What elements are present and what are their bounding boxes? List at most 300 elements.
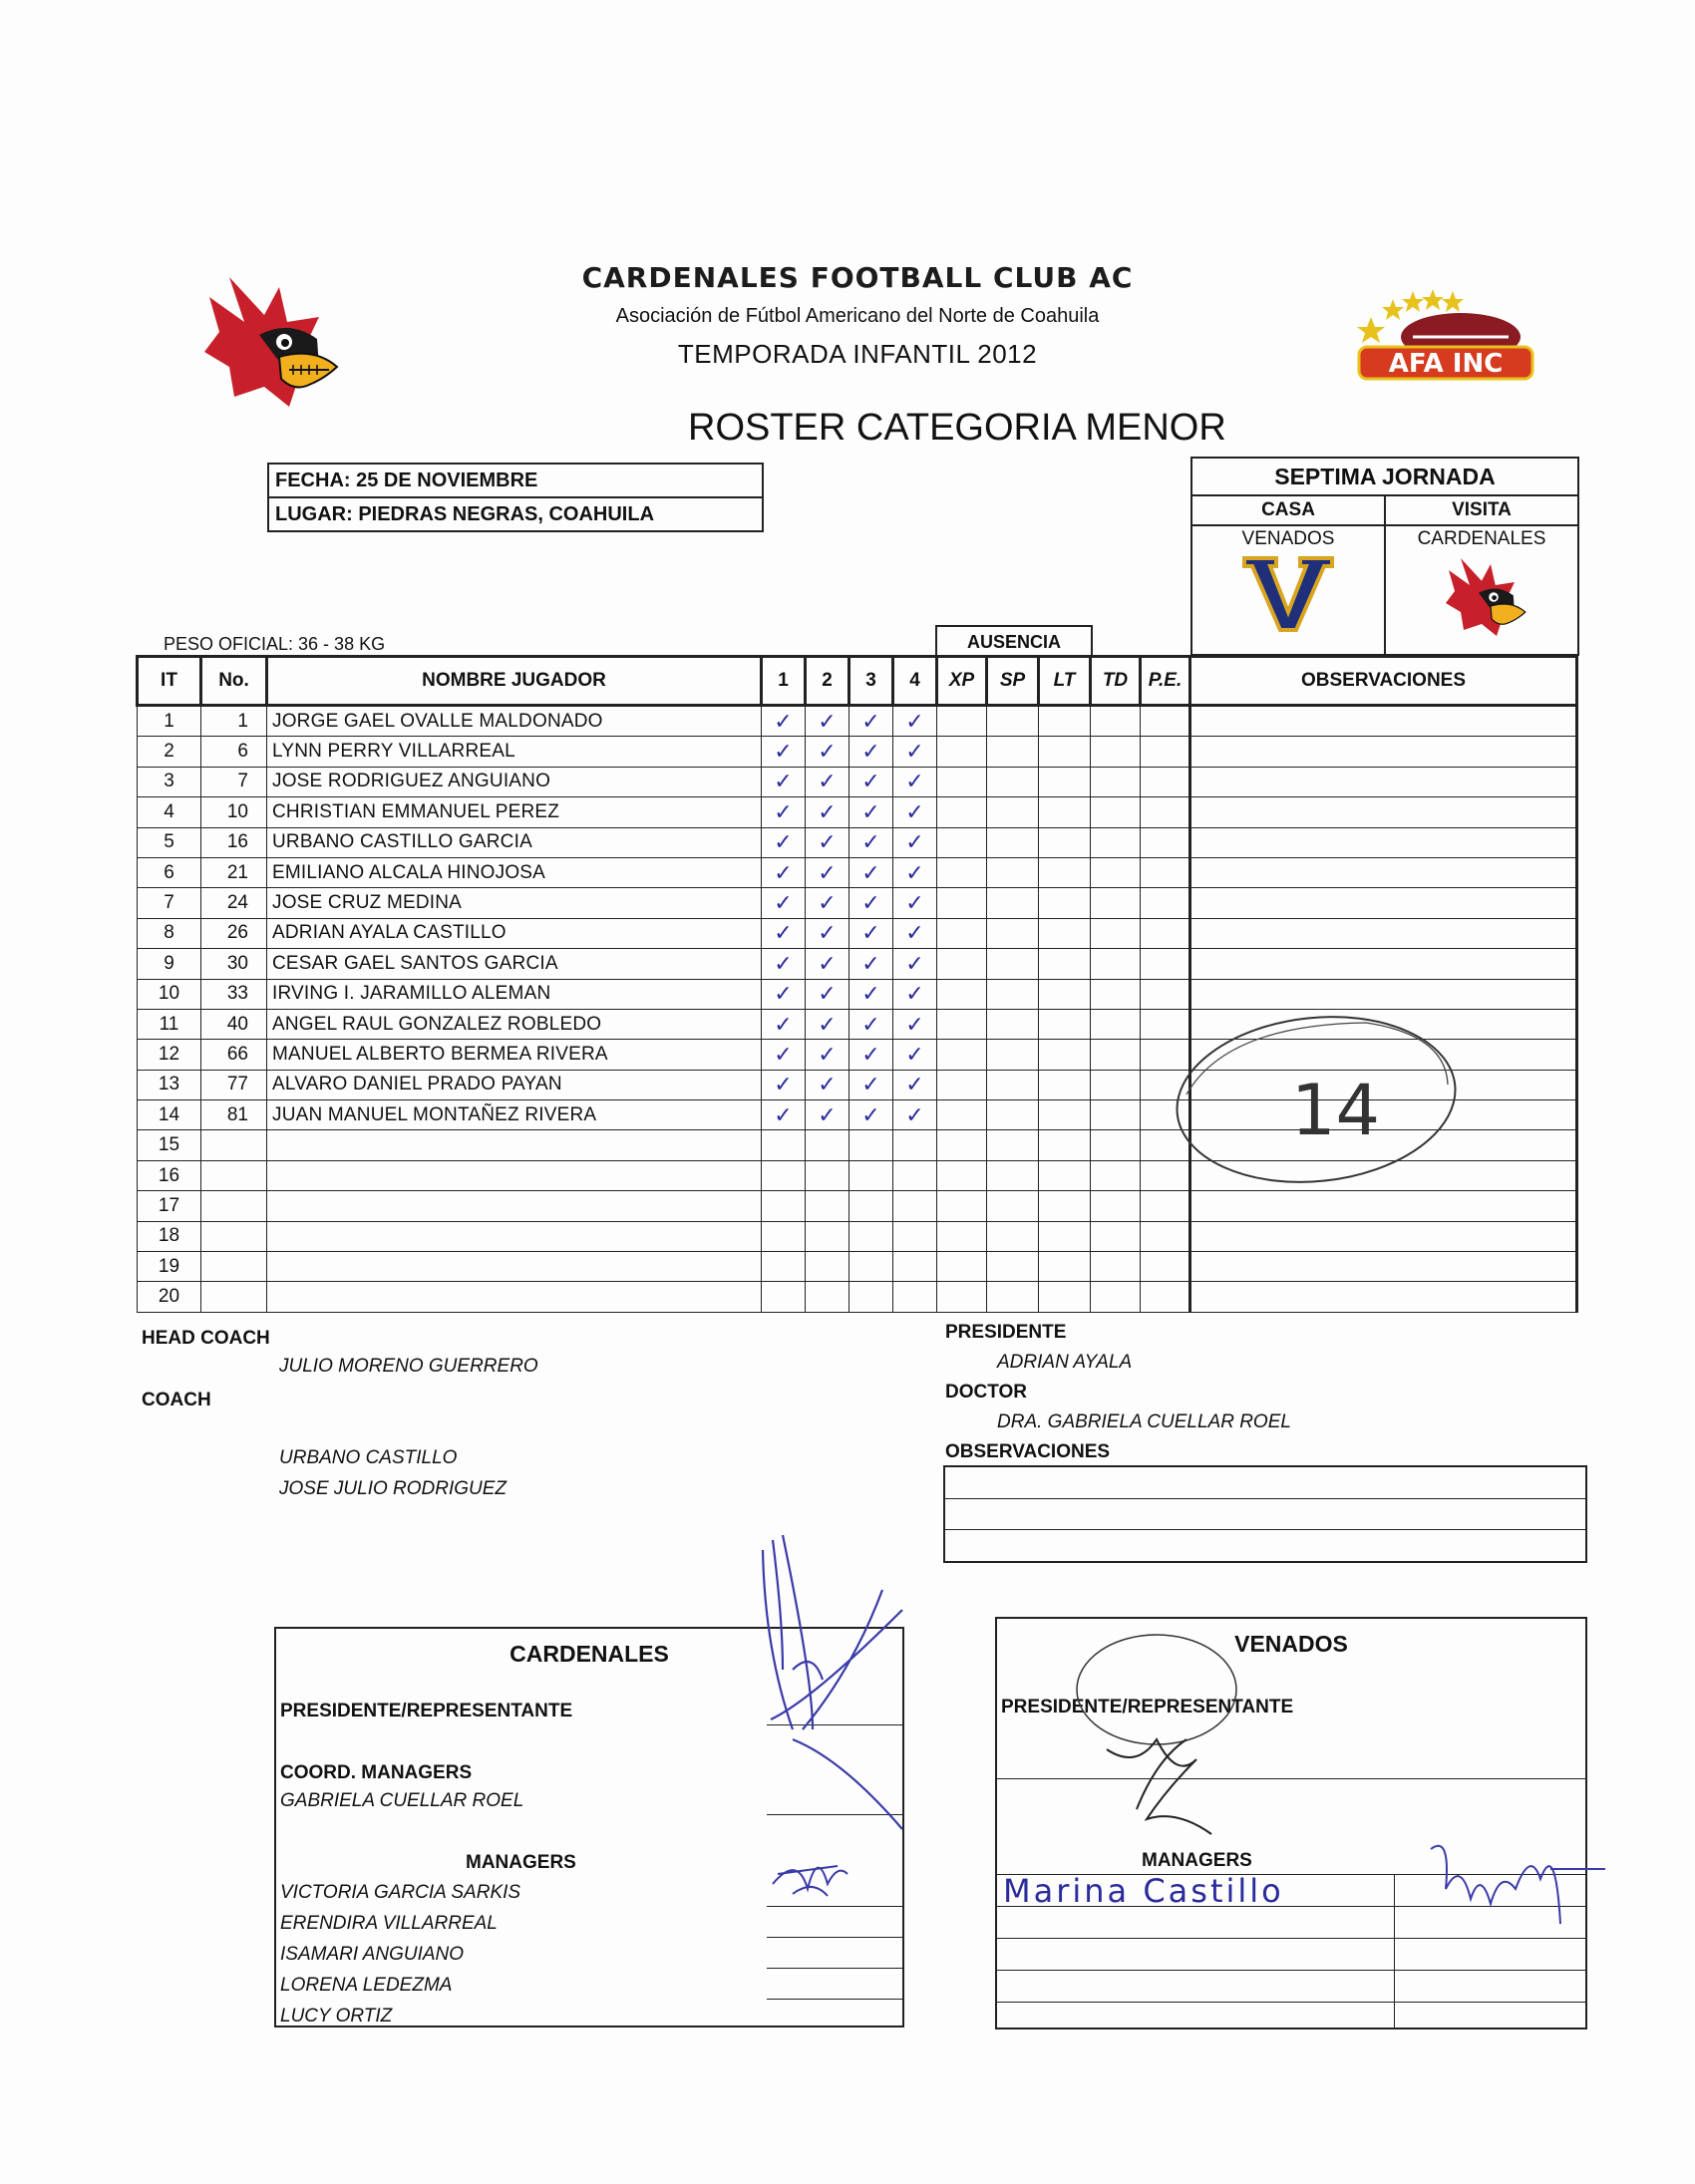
check-icon: ✓: [818, 859, 837, 885]
stat-cell-sp: [987, 979, 1039, 1009]
row-item-number: 7: [138, 888, 201, 918]
row-jersey-number: 40: [201, 1009, 267, 1039]
row-observaciones: [1190, 827, 1577, 857]
table-row: [138, 918, 1577, 948]
stat-cell-lt: [1039, 918, 1091, 948]
stat-cell-lt: [1039, 706, 1091, 737]
row-item-number: 10: [138, 979, 201, 1009]
row-player-name: LYNN PERRY VILLARREAL: [267, 737, 762, 767]
quarter-check-cell: [849, 888, 893, 918]
quarter-check-cell: [849, 1009, 893, 1039]
quarter-check-cell: [806, 827, 849, 857]
check-icon: ✓: [905, 920, 924, 946]
stat-cell-sp: [987, 1252, 1039, 1282]
quarter-check-cell: [849, 857, 893, 887]
stat-cell-xp: [937, 1130, 987, 1160]
stat-cell-pe: [1141, 949, 1190, 979]
peso-oficial: PESO OFICIAL: 36 - 38 KG: [164, 634, 386, 654]
table-row: [138, 1252, 1577, 1282]
stat-cell-pe: [1141, 1221, 1190, 1251]
presidente-representante-label: PRESIDENTE/REPRESENTANTE: [1001, 1697, 1294, 1717]
stat-cell-pe: [1141, 737, 1190, 767]
quarter-check-cell: [849, 918, 893, 948]
row-jersey-number: 26: [201, 918, 267, 948]
stat-cell-lt: [1039, 1282, 1091, 1312]
row-item-number: 20: [138, 1282, 201, 1312]
coach-label: COACH: [142, 1390, 211, 1410]
row-player-name: ANGEL RAUL GONZALEZ ROBLEDO: [267, 1009, 762, 1039]
col-header: LT: [1039, 657, 1091, 706]
stat-cell-pe: [1141, 888, 1190, 918]
stat-cell-lt: [1039, 1070, 1091, 1099]
quarter-check-cell: [849, 1191, 893, 1221]
quarter-check-cell: [849, 737, 893, 767]
quarter-check-cell: [762, 1040, 806, 1070]
stat-cell-td: [1091, 918, 1141, 948]
row-player-name: JOSE CRUZ MEDINA: [267, 888, 762, 918]
stat-cell-sp: [987, 1160, 1039, 1190]
coord-managers-label: COORD. MANAGERS: [280, 1762, 473, 1783]
check-icon: ✓: [861, 829, 880, 855]
quarter-check-cell: [762, 1252, 806, 1282]
check-icon: ✓: [861, 920, 880, 946]
row-item-number: 2: [138, 737, 201, 767]
row-observaciones: [1190, 949, 1577, 979]
quarter-check-cell: [806, 1221, 849, 1251]
stat-cell-pe: [1141, 1252, 1190, 1282]
quarter-check-cell: [806, 1040, 849, 1070]
coach-name: JOSE JULIO RODRIGUEZ: [279, 1478, 508, 1499]
stat-cell-lt: [1039, 1252, 1091, 1282]
check-icon: ✓: [774, 859, 793, 885]
row-observaciones: [1190, 797, 1577, 827]
signature-line: [997, 2002, 1585, 2003]
row-jersey-number: 6: [201, 737, 267, 767]
stat-cell-xp: [937, 918, 987, 948]
quarter-check-cell: [762, 1191, 806, 1221]
check-icon: ✓: [905, 708, 924, 734]
afainc-logo-text: AFA INC: [1388, 349, 1504, 379]
observaciones-line: [945, 1529, 1585, 1561]
stat-cell-lt: [1039, 767, 1091, 796]
quarter-check-cell: [893, 918, 937, 948]
check-icon: ✓: [905, 798, 924, 824]
check-icon: ✓: [818, 1011, 837, 1037]
stat-cell-pe: [1141, 1282, 1190, 1312]
quarter-check-cell: [806, 1160, 849, 1190]
quarter-check-cell: [806, 1282, 849, 1312]
quarter-check-cell: [806, 1100, 849, 1130]
stat-cell-xp: [937, 949, 987, 979]
quarter-check-cell: [762, 979, 806, 1009]
manager-name: ISAMARI ANGUIANO: [280, 1944, 465, 1965]
row-observaciones: [1190, 1252, 1577, 1282]
row-item-number: 3: [138, 767, 201, 796]
row-item-number: 12: [138, 1040, 201, 1070]
signature-line: [997, 1970, 1585, 1971]
handwritten-total: 14: [1291, 1070, 1381, 1151]
row-item-number: 5: [138, 827, 201, 857]
fecha-field: FECHA: 25 DE NOVIEMBRE: [275, 469, 538, 491]
stat-cell-lt: [1039, 949, 1091, 979]
stat-cell-sp: [987, 1191, 1039, 1221]
head-coach-label: HEAD COACH: [142, 1328, 270, 1349]
stat-cell-sp: [987, 827, 1039, 857]
row-jersey-number: [201, 1282, 267, 1312]
row-item-number: 9: [138, 949, 201, 979]
col-header: TD: [1091, 657, 1141, 706]
quarter-check-cell: [893, 827, 937, 857]
season-title: TEMPORADA INFANTIL 2012: [677, 339, 1038, 369]
check-icon: ✓: [818, 920, 837, 946]
check-icon: ✓: [818, 708, 837, 734]
row-jersey-number: [201, 1160, 267, 1190]
quarter-check-cell: [806, 1130, 849, 1160]
quarter-check-cell: [849, 797, 893, 827]
quarter-check-cell: [893, 1221, 937, 1251]
stat-cell-pe: [1141, 797, 1190, 827]
quarter-check-cell: [893, 1160, 937, 1190]
stat-cell-xp: [937, 827, 987, 857]
col-header: OBSERVACIONES: [1190, 657, 1577, 706]
roster-table: [136, 655, 1578, 1313]
stat-cell-xp: [937, 1009, 987, 1039]
stat-cell-pe: [1141, 706, 1190, 737]
check-icon: ✓: [861, 1072, 880, 1097]
stat-cell-sp: [987, 1040, 1039, 1070]
check-icon: ✓: [818, 1101, 837, 1127]
col-header: XP: [937, 657, 987, 706]
jornada-title: SEPTIMA JORNADA: [1192, 459, 1577, 496]
stat-cell-sp: [987, 1100, 1039, 1130]
col-header: 1: [762, 657, 806, 706]
row-jersey-number: [201, 1191, 267, 1221]
quarter-check-cell: [849, 1040, 893, 1070]
row-player-name: JUAN MANUEL MONTAÑEZ RIVERA: [267, 1100, 762, 1130]
check-icon: ✓: [774, 739, 793, 765]
quarter-check-cell: [893, 1252, 937, 1282]
check-icon: ✓: [861, 708, 880, 734]
doctor-label: DOCTOR: [945, 1382, 1027, 1403]
stat-cell-lt: [1039, 1160, 1091, 1190]
stat-cell-lt: [1039, 1100, 1091, 1130]
row-player-name: ADRIAN AYALA CASTILLO: [267, 918, 762, 948]
association-subtitle: Asociación de Fútbol Americano del Norte de Coahuila: [615, 305, 1100, 327]
stat-cell-td: [1091, 1009, 1141, 1039]
stat-cell-lt: [1039, 827, 1091, 857]
stat-cell-td: [1091, 979, 1141, 1009]
quarter-check-cell: [806, 706, 849, 737]
row-player-name: [267, 1221, 762, 1251]
quarter-check-cell: [849, 706, 893, 737]
manager-name: VICTORIA GARCIA SARKIS: [280, 1882, 521, 1903]
stat-cell-lt: [1039, 1009, 1091, 1039]
check-icon: ✓: [905, 1041, 924, 1067]
quarter-check-cell: [893, 1282, 937, 1312]
row-player-name: [267, 1191, 762, 1221]
stat-cell-xp: [937, 767, 987, 796]
check-icon: ✓: [861, 1011, 880, 1037]
check-icon: ✓: [774, 1101, 793, 1127]
stat-cell-sp: [987, 949, 1039, 979]
row-jersey-number: 33: [201, 979, 267, 1009]
roster-title: ROSTER CATEGORIA MENOR: [688, 407, 1226, 449]
check-icon: ✓: [861, 1041, 880, 1067]
stat-cell-pe: [1141, 767, 1190, 796]
row-player-name: [267, 1160, 762, 1190]
quarter-check-cell: [806, 797, 849, 827]
row-jersey-number: [201, 1130, 267, 1160]
manager-name: LORENA LEDEZMA: [280, 1975, 453, 1996]
quarter-check-cell: [806, 1070, 849, 1099]
row-jersey-number: 81: [201, 1100, 267, 1130]
check-icon: ✓: [905, 769, 924, 794]
quarter-check-cell: [762, 857, 806, 887]
quarter-check-cell: [893, 1191, 937, 1221]
quarter-check-cell: [893, 767, 937, 796]
stat-cell-sp: [987, 1130, 1039, 1160]
coach-name: URBANO CASTILLO: [279, 1447, 458, 1468]
stat-cell-xp: [937, 1100, 987, 1130]
stat-cell-xp: [937, 888, 987, 918]
row-item-number: 11: [138, 1009, 201, 1039]
venados-v-logo: [1238, 554, 1338, 634]
row-item-number: 6: [138, 857, 201, 887]
check-icon: ✓: [905, 859, 924, 885]
quarter-check-cell: [806, 918, 849, 948]
stat-cell-lt: [1039, 1221, 1091, 1251]
stat-cell-sp: [987, 1282, 1039, 1312]
row-observaciones: [1190, 1221, 1577, 1251]
stat-cell-xp: [937, 1160, 987, 1190]
manager-signature: [768, 1844, 867, 1904]
stat-cell-pe: [1141, 827, 1190, 857]
check-icon: ✓: [861, 798, 880, 824]
table-row: [138, 737, 1577, 767]
managers-label: MANAGERS: [466, 1852, 576, 1873]
table-row: [138, 949, 1577, 979]
check-icon: ✓: [818, 890, 837, 916]
quarter-check-cell: [806, 737, 849, 767]
row-jersey-number: 21: [201, 857, 267, 887]
check-icon: ✓: [905, 1101, 924, 1127]
row-player-name: IRVING I. JARAMILLO ALEMAN: [267, 979, 762, 1009]
col-header: P.E.: [1141, 657, 1190, 706]
stat-cell-pe: [1141, 857, 1190, 887]
stat-cell-sp: [987, 1009, 1039, 1039]
casa-label: CASA: [1192, 496, 1384, 526]
stat-cell-td: [1091, 1252, 1141, 1282]
stat-cell-sp: [987, 888, 1039, 918]
stat-cell-td: [1091, 827, 1141, 857]
row-player-name: EMILIANO ALCALA HINOJOSA: [267, 857, 762, 887]
col-header: IT: [138, 657, 201, 706]
stat-cell-xp: [937, 979, 987, 1009]
row-observaciones: [1190, 1282, 1577, 1312]
check-icon: ✓: [774, 798, 793, 824]
check-icon: ✓: [818, 769, 837, 794]
presidente-name: ADRIAN AYALA: [997, 1352, 1133, 1373]
stat-cell-td: [1091, 1130, 1141, 1160]
row-jersey-number: 66: [201, 1040, 267, 1070]
check-icon: ✓: [905, 950, 924, 976]
row-item-number: 4: [138, 797, 201, 827]
stat-cell-lt: [1039, 1191, 1091, 1221]
stat-cell-td: [1091, 1070, 1141, 1099]
head-coach-name: JULIO MORENO GUERRERO: [279, 1356, 538, 1377]
stat-cell-td: [1091, 1040, 1141, 1070]
match-info-box: [267, 463, 764, 532]
col-header: No.: [201, 657, 267, 706]
stat-cell-td: [1091, 1191, 1141, 1221]
signature-line: [767, 1937, 902, 1938]
quarter-check-cell: [893, 1130, 937, 1160]
check-icon: ✓: [774, 1072, 793, 1097]
check-icon: ✓: [818, 950, 837, 976]
row-player-name: CESAR GAEL SANTOS GARCIA: [267, 949, 762, 979]
check-icon: ✓: [905, 1011, 924, 1037]
stat-cell-sp: [987, 857, 1039, 887]
row-item-number: 16: [138, 1160, 201, 1190]
stat-cell-td: [1091, 1282, 1141, 1312]
quarter-check-cell: [806, 979, 849, 1009]
handwritten-circle-total: [1167, 1005, 1466, 1204]
table-row: [138, 857, 1577, 887]
col-header: 3: [849, 657, 893, 706]
check-icon: ✓: [774, 769, 793, 794]
observaciones-label: OBSERVACIONES: [945, 1441, 1111, 1462]
ausencia-header: AUSENCIA: [935, 625, 1093, 657]
row-observaciones: [1190, 918, 1577, 948]
manager-handwritten-name: Marina Castillo: [1003, 1872, 1284, 1910]
row-observaciones: [1190, 706, 1577, 737]
quarter-check-cell: [849, 827, 893, 857]
cardinal-logo: [189, 267, 339, 417]
quarter-check-cell: [806, 888, 849, 918]
table-row: [138, 797, 1577, 827]
quarter-check-cell: [762, 888, 806, 918]
quarter-check-cell: [893, 1040, 937, 1070]
row-jersey-number: [201, 1221, 267, 1251]
table-row: [138, 767, 1577, 796]
row-observaciones: [1190, 737, 1577, 767]
stat-cell-td: [1091, 888, 1141, 918]
quarter-check-cell: [762, 767, 806, 796]
visita-team: CARDENALES: [1417, 528, 1546, 549]
managers-label: MANAGERS: [1142, 1850, 1252, 1871]
stat-cell-lt: [1039, 888, 1091, 918]
quarter-check-cell: [893, 888, 937, 918]
stat-cell-lt: [1039, 1130, 1091, 1160]
stat-cell-td: [1091, 767, 1141, 796]
quarter-check-cell: [762, 797, 806, 827]
quarter-check-cell: [762, 1100, 806, 1130]
stat-cell-lt: [1039, 979, 1091, 1009]
row-jersey-number: 7: [201, 767, 267, 796]
quarter-check-cell: [893, 797, 937, 827]
stat-cell-xp: [937, 857, 987, 887]
table-row: [138, 827, 1577, 857]
quarter-check-cell: [762, 949, 806, 979]
presidente-representante-label: PRESIDENTE/REPRESENTANTE: [280, 1701, 573, 1721]
row-player-name: [267, 1252, 762, 1282]
check-icon: ✓: [861, 950, 880, 976]
quarter-check-cell: [849, 1221, 893, 1251]
stat-cell-lt: [1039, 737, 1091, 767]
row-observaciones: [1190, 857, 1577, 887]
row-observaciones: [1190, 888, 1577, 918]
quarter-check-cell: [806, 767, 849, 796]
check-icon: ✓: [861, 890, 880, 916]
quarter-check-cell: [893, 857, 937, 887]
stat-cell-lt: [1039, 857, 1091, 887]
venados-box-title: VENADOS: [1234, 1631, 1348, 1657]
cardenales-box-title: CARDENALES: [509, 1641, 669, 1667]
row-jersey-number: 16: [201, 827, 267, 857]
stat-cell-sp: [987, 1070, 1039, 1099]
check-icon: ✓: [818, 1041, 837, 1067]
row-jersey-number: 30: [201, 949, 267, 979]
signature-line: [767, 1999, 902, 2000]
check-icon: ✓: [905, 829, 924, 855]
stat-cell-xp: [937, 1221, 987, 1251]
quarter-check-cell: [806, 1009, 849, 1039]
col-header: SP: [987, 657, 1039, 706]
stat-cell-sp: [987, 918, 1039, 948]
visita-label: VISITA: [1386, 496, 1577, 526]
observaciones-line: [945, 1467, 1585, 1498]
check-icon: ✓: [774, 890, 793, 916]
check-icon: ✓: [774, 1041, 793, 1067]
column-divider: [1394, 1874, 1395, 2028]
quarter-check-cell: [806, 1191, 849, 1221]
stat-cell-sp: [987, 797, 1039, 827]
check-icon: ✓: [861, 981, 880, 1007]
quarter-check-cell: [849, 949, 893, 979]
coord-manager-name: GABRIELA CUELLAR ROEL: [280, 1790, 524, 1811]
check-icon: ✓: [861, 1101, 880, 1127]
row-item-number: 1: [138, 706, 201, 737]
row-observaciones: [1190, 767, 1577, 796]
quarter-check-cell: [762, 918, 806, 948]
check-icon: ✓: [774, 1011, 793, 1037]
stat-cell-td: [1091, 1221, 1141, 1251]
row-player-name: CHRISTIAN EMMANUEL PEREZ: [267, 797, 762, 827]
observaciones-box: [943, 1465, 1587, 1563]
quarter-check-cell: [849, 979, 893, 1009]
check-icon: ✓: [774, 920, 793, 946]
table-header-row: [138, 657, 1577, 706]
row-jersey-number: 77: [201, 1070, 267, 1099]
jornada-box: [1190, 457, 1579, 656]
venados-presidente-signature: [1047, 1620, 1266, 1849]
stat-cell-sp: [987, 737, 1039, 767]
row-item-number: 17: [138, 1191, 201, 1221]
check-icon: ✓: [905, 1072, 924, 1097]
check-icon: ✓: [861, 739, 880, 765]
row-player-name: ALVARO DANIEL PRADO PAYAN: [267, 1070, 762, 1099]
table-row: [138, 1282, 1577, 1312]
quarter-check-cell: [893, 979, 937, 1009]
row-item-number: 8: [138, 918, 201, 948]
stat-cell-lt: [1039, 797, 1091, 827]
check-icon: ✓: [774, 981, 793, 1007]
stat-cell-td: [1091, 706, 1141, 737]
table-row: [138, 1221, 1577, 1251]
club-title: CARDENALES FOOTBALL CLUB AC: [581, 261, 1134, 294]
presidente-signature: [753, 1530, 952, 1849]
row-player-name: JOSE RODRIGUEZ ANGUIANO: [267, 767, 762, 796]
